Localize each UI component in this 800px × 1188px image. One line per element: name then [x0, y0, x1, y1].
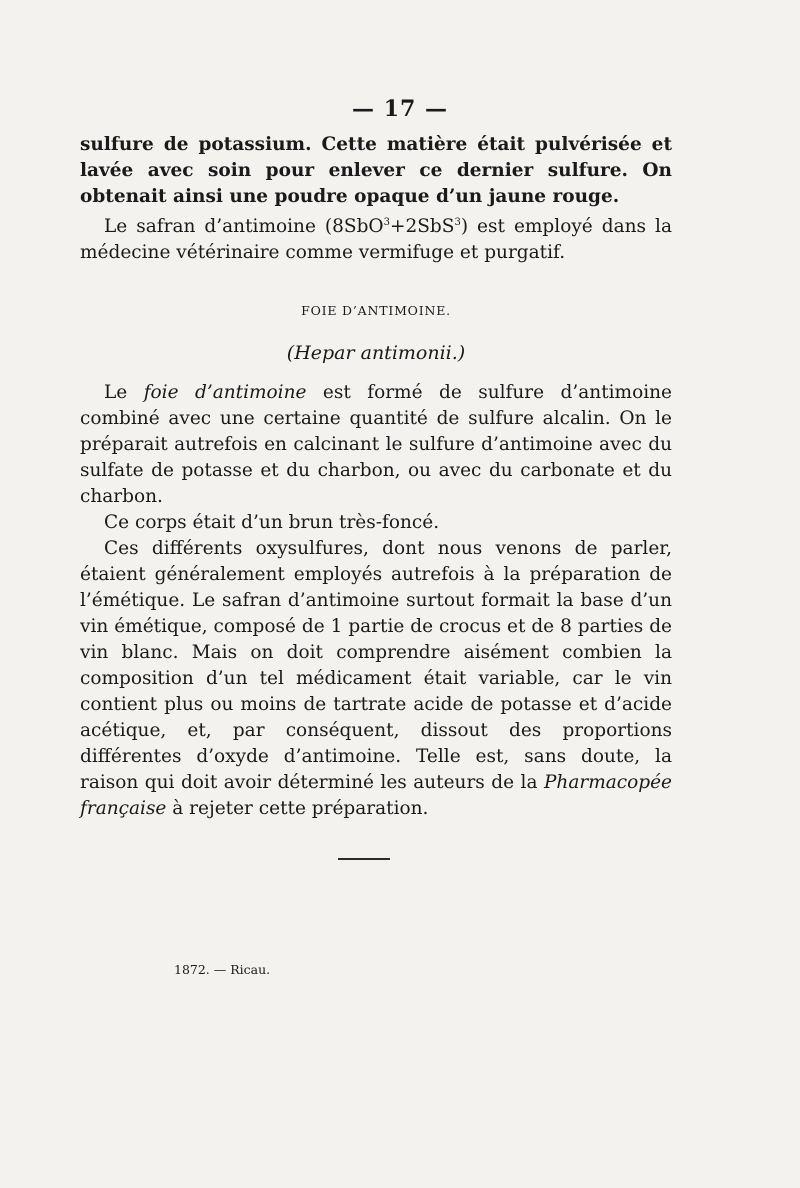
paragraph-5-pre: Ces différents oxysulfures, dont nous venons de parler, étaient généralement employés autrefois à la préparation de l’émétique. Le safran d’antimoine surtout formait la base d’un vin émétique, composé de 1 partie de crocus et de 8 parties de vin blanc. Mais on doit comprendre aisément combien la composition d’un tel médicament était variable, car le vin contient plus ou moins de tartrate acide de potasse et d’acide acétique, et, par conséquent, dissout des proportions différentes d’oxyde d’antimoine. Telle est, sans doute, la raison qui doit avoir déterminé les auteurs de la	[80, 538, 672, 794]
horizontal-rule	[338, 858, 390, 860]
paragraph-4: Ce corps était d’un brun très-foncé.	[104, 512, 440, 534]
section-title: FOIE D’ANTIMOINE.	[301, 303, 451, 319]
paragraph-3	[80, 380, 672, 510]
paragraph-2-post: ) est employé dans la médecine vétérinaire comme vermifuge et purgatif.	[80, 216, 672, 264]
paragraph-2-sup2: 3	[454, 217, 461, 228]
paragraph-2-sup1: 3	[383, 217, 390, 228]
paragraph-2-pre: Le safran d’antimoine (8SbO	[104, 216, 384, 238]
paragraph-3-pre: Le	[104, 382, 144, 404]
paragraph-1: sulfure de potassium. Cette matière était pulvérisée et lavée avec soin pour enlever ce dernier sulfure. On obtenait ainsi une poudre opaque d’un jaune rouge.	[80, 134, 672, 207]
paragraph-5-post: à rejeter cette préparation.	[166, 798, 429, 820]
paragraph-5	[80, 536, 672, 822]
paragraph-3-italic: foie d’antimoine	[143, 382, 307, 404]
footer-signature: 1872. — Ricau.	[174, 962, 271, 977]
body-text	[80, 132, 672, 822]
paragraph-3-post: est formé de sulfure d’antimoine combiné avec une certaine quantité de sulfure alcalin. On le préparait autrefois en calcinant le sulfure d’antimoine avec du sulfate de potasse et du charbon, ou avec du carbonate et du charbon.	[80, 382, 673, 508]
paragraph-2-mid: +2SbS	[389, 216, 455, 238]
page-number: — 17 —	[352, 96, 448, 122]
latin-title: (Hepar antimonii.)	[286, 342, 466, 365]
paragraph-2	[80, 210, 672, 266]
paragraph-5-italic: Pharmacopée française	[80, 772, 672, 820]
